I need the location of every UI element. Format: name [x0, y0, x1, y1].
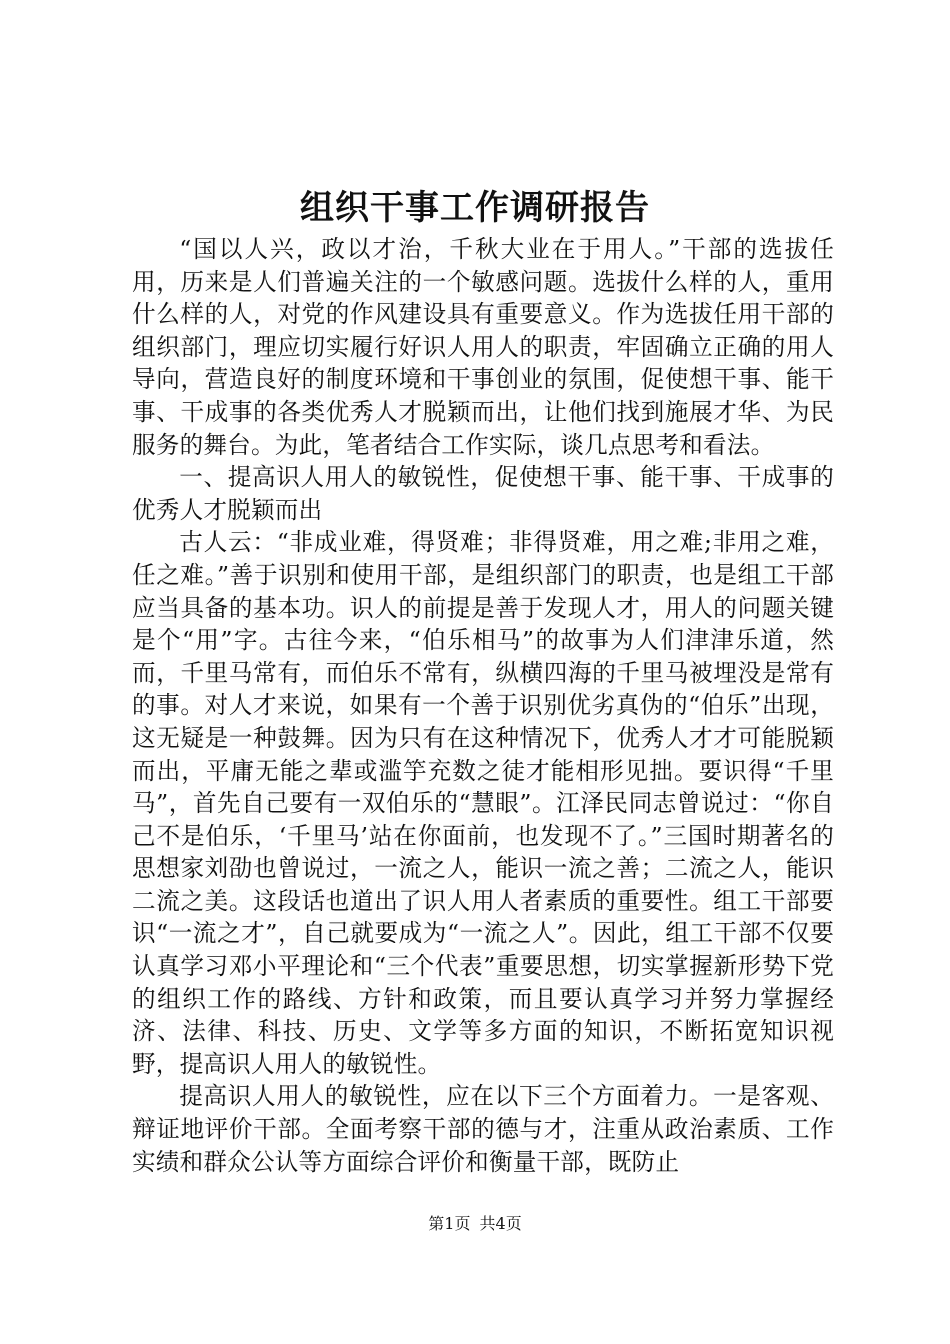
paragraph-three-aspects: 提高识人用人的敏锐性，应在以下三个方面着力。一是客观、辩证地评价干部。全面考察干部的德与才，注重从政治素质、工作实绩和群众公认等方面综合评价和衡量干部，既防止: [132, 1082, 834, 1176]
document-title: 组织干事工作调研报告: [300, 188, 650, 228]
page-number-current: 第1页: [428, 1214, 471, 1233]
document-body: [132, 233, 834, 1178]
paragraph-intro: “国以人兴，政以才治，千秋大业在于用人。”干部的选拔任用，历来是人们普遍关注的一个敏感问题。选拔什么样的人，重用什么样的人，对党的作风建设具有重要意义。作为选拔任用干部的组织部门，理应切实履行好识人用人的职责，牢固确立正确的用人导向，营造良好的制度环境和干事创业的氛围，促使想干事、能干事、干成事的各类优秀人才脱颖而出，让他们找到施展才华、为民服务的舞台。为此，笔者结合工作实际，谈几点思考和看法。: [132, 235, 834, 459]
paragraph-heading-1: 一、提高识人用人的敏锐性，促使想干事、能干事、干成事的优秀人才脱颖而出: [132, 463, 834, 524]
page-footer: [0, 1212, 950, 1236]
paragraph-ancient-saying: 古人云：“非成业难，得贤难；非得贤难，用之难;非用之难，任之难。”善于识别和使用干部，是组织部门的职责，也是组工干部应当具备的基本功。识人的前提是善于发现人才，用人的问题关键是个“用”字。古往今来，“伯乐相马”的故事为人们津津乐道，然而，千里马常有，而伯乐不常有，纵横四海的千里马被埋没是常有的事。对人才来说，如果有一个善于识别优劣真伪的“伯乐”出现，这无疑是一种鼓舞。因为只有在这种情况下，优秀人才才可能脱颖而出，平庸无能之辈或滥竽充数之徒才能相形见拙。要识得“千里马”，首先自己要有一双伯乐的“慧眼”。江泽民同志曾说过：“你自己不是伯乐，‘千里马’站在你面前，也发现不了。”三国时期著名的思想家刘劭也曾说过，一流之人，能识一流之善；二流之人，能识二流之美。这段话也道出了识人用人者素质的重要性。组工干部要识“一流之才”，自己就要成为“一流之人”。因此，组工干部不仅要认真学习邓小平理论和“三个代表”重要思想，切实掌握新形势下党的组织工作的路线、方针和政策，而且要认真学习并努力掌握经济、法律、科技、历史、文学等多方面的知识，不断拓宽知识视野，提高识人用人的敏锐性。: [132, 528, 834, 1078]
page-number-total: 共4页: [479, 1214, 522, 1233]
